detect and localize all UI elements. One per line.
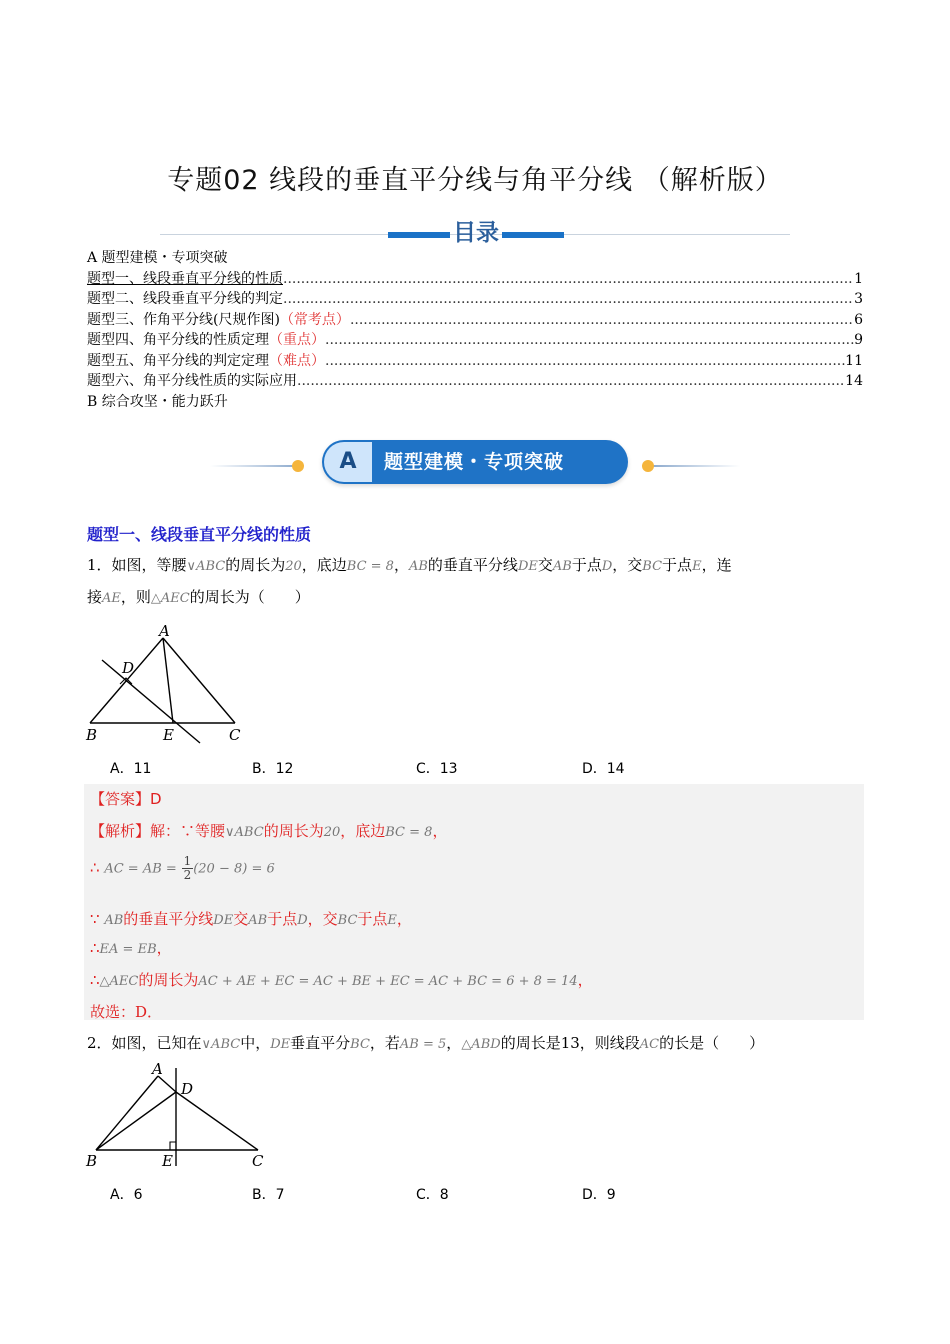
option-b[interactable]: B．12: [252, 761, 294, 777]
question-2: 2．如图，已知在∨ABC中，DE垂直平分BC，若AB = 5，△ABD的周长是13，则线段AC的长是（ ）: [87, 1034, 765, 1052]
answer-line: 【答案】D: [90, 790, 162, 808]
option-d[interactable]: D．14: [582, 761, 625, 777]
banner-line-left: [210, 465, 300, 467]
banner-letter: A: [324, 442, 372, 482]
label-a: A: [152, 1060, 163, 1078]
label-a: A: [159, 622, 170, 640]
toc-item-5[interactable]: 题型五、角平分线的判定定理（难点） ..... 11: [87, 351, 863, 372]
analysis-line-4: ∴EA = EB，: [90, 939, 172, 957]
analysis-line-2: ∴ AC = AB = $\frac{1}{2}$ (20 − 8) = 6: [90, 854, 275, 882]
toc-item-4[interactable]: 题型四、角平分线的性质定理（重点） ..... 9: [87, 330, 863, 351]
toc-section-a[interactable]: A 题型建模・专项突破: [87, 250, 228, 266]
toc-bar-left: [388, 232, 450, 238]
figure-q1: [80, 620, 260, 750]
toc-section-b[interactable]: B 综合攻坚・能力跃升: [87, 393, 228, 410]
option-a[interactable]: A．11: [110, 761, 152, 777]
option-d[interactable]: D．9: [582, 1187, 616, 1203]
analysis-line-5: ∴△AEC的周长为AC + AE + EC = AC + BE + EC = AC + BC = 6 + 8 = 14，: [90, 971, 593, 989]
label-e: E: [162, 1152, 173, 1170]
question-1: 1．如图，等腰∨ABC的周长为20，底边BC = 8，AB的垂直平分线DE交AB于点D，交BC于点E，连 接AE，则△AEC的周长为（ ）: [87, 556, 732, 606]
analysis-line-1: 【解析】解：∵等腰∨ABC的周长为20，底边BC = 8，: [90, 822, 448, 840]
label-b: B: [86, 1152, 98, 1170]
banner-dot-right: [642, 460, 654, 472]
toc-heading: 目录: [453, 220, 499, 246]
label-d: D: [122, 659, 135, 677]
toc-banner: [160, 214, 790, 250]
page-title: 专题02 线段的垂直平分线与角平分线 （解析版）: [167, 165, 783, 196]
table-of-contents: [87, 248, 863, 412]
option-c[interactable]: C．8: [416, 1187, 449, 1203]
analysis-line-3: ∵ AB的垂直平分线DE交AB于点D，交BC于点E，: [90, 910, 412, 928]
toc-item-2[interactable]: 题型二、线段垂直平分线的判定 ..... 3: [87, 289, 863, 310]
analysis-line-6: 故选：D．: [90, 1003, 163, 1021]
section-banner: [210, 436, 740, 490]
label-d: D: [181, 1080, 194, 1098]
label-b: B: [86, 726, 98, 744]
banner-dot-left: [292, 460, 304, 472]
toc-item-6[interactable]: 题型六、角平分线性质的实际应用 ..... 14: [87, 371, 863, 392]
banner-pill: [322, 440, 628, 484]
figure-q2: [80, 1060, 280, 1178]
fraction: $\frac{1}{2}$: [183, 854, 192, 882]
banner-text: 题型建模・专项突破: [384, 451, 565, 473]
toc-item-3[interactable]: 题型三、作角平分线(尺规作图)（常考点） ..... 6: [87, 310, 863, 331]
label-c: C: [252, 1152, 264, 1170]
topic-heading: 题型一、线段垂直平分线的性质: [87, 525, 312, 544]
toc-item-1[interactable]: 题型一、线段垂直平分线的性质 ..... 1: [87, 269, 863, 290]
option-c[interactable]: C．13: [416, 761, 458, 777]
toc-bar-right: [502, 232, 564, 238]
label-e: E: [163, 726, 174, 744]
option-a[interactable]: A．6: [110, 1187, 143, 1203]
banner-line-right: [650, 465, 740, 467]
option-b[interactable]: B．7: [252, 1187, 285, 1203]
label-c: C: [229, 726, 241, 744]
